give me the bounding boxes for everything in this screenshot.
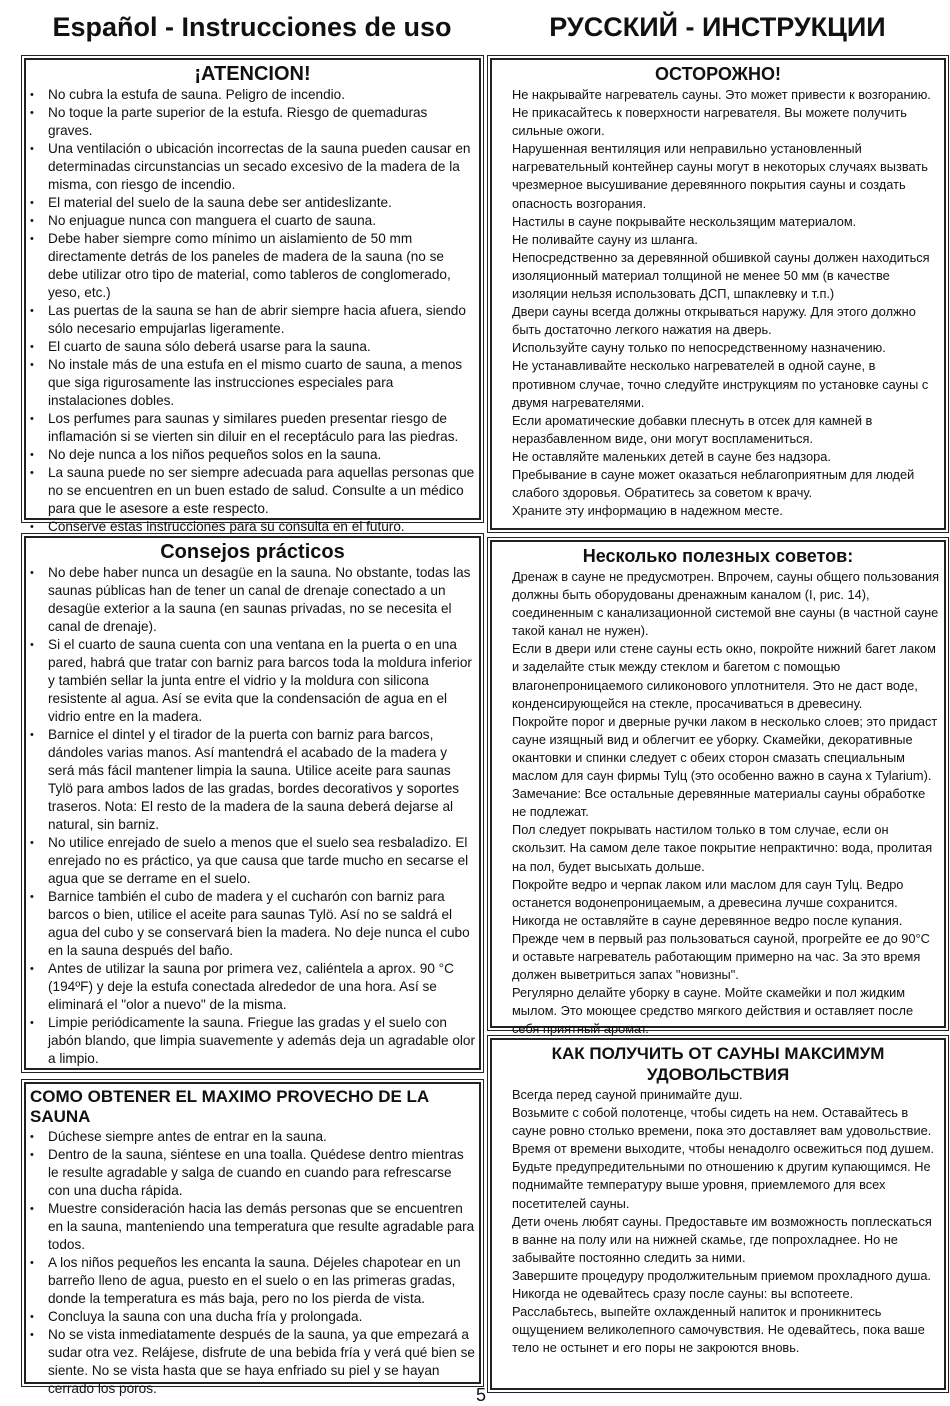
- list-item: • Antes de utilizar la sauna por primera vez, caliéntela a aprox. 90 °C (194ºF) y deje la estufa conectada alrededor de una hora. Así se eliminará el "olor a nuevo" de la misma.: [30, 960, 475, 1014]
- list-item: Не оставляйте маленьких детей в сауне без надзора.: [512, 448, 831, 464]
- list-item: • No se vista inmediatamente después de la sauna, ya que empezará a sudar otra vez. Relájese, disfrute de una bebida fría y verá qué bien se siente. No se vista hasta que se haya enfriado su piel y se hayan cerrado los poros.: [30, 1326, 475, 1398]
- list-item: • Las puertas de la sauna se han de abrir siempre hacia afuera, siendo sólo necesario empujarlas ligeramente.: [30, 302, 475, 338]
- spanish-tips-heading: Consejos prácticos: [160, 541, 345, 563]
- list-item: Настилы в сауне покрывайте нескользящим материалом.: [512, 213, 857, 229]
- spanish-column: [22, 0, 482, 50]
- list-item: Нарушенная вентиляция или неправильно установленный нагревательный контейнер сауны могут в некоторых случаях вызвать чрезмерное высушивание деревянного покрытия сауны и создать опасность возгорания.: [512, 141, 928, 211]
- list-item: Покройте порог и дверные ручки лаком в несколько слоев; это придаст сауне изящный вид и облегчит ее уборку. Скамейки, декоративные окантовки и спинки следует с обеих сторон смазать специальным маслом для саун фирмы Tylц (это особенно важно в сауна x Tylarium). Замечание: Все остальные деревянные материалы сауны обработке не подлежат.: [512, 713, 938, 820]
- spanish-best-box: [24, 1082, 481, 1396]
- list-item: • No toque la parte superior de la estufa. Riesgo de quemaduras graves.: [30, 104, 475, 140]
- list-item: Дети очень любят сауны. Предоставьте им возможность поплескаться в ванне на полу или на нижней скамье, где попрохладнее. Но не забывайте постоянно следить за ними.: [512, 1213, 932, 1265]
- page-number: 5: [476, 1385, 487, 1405]
- russian-title: РУССКИЙ - ИНСТРУКЦИИ: [549, 12, 886, 42]
- list-item: • Barnice el dintel y el tirador de la puerta con barniz para barcos, dándoles varias manos. Así mantendrá el acabado de la madera y será más fácil mantener limpia la sauna. Utilice aceite para saunas Tylö para ambos lados de las gradas, bordes decorativos y soportes traseros. Nota: El resto de la madera de la sauna deberá dejarse al natural, sin barniz.: [30, 726, 475, 834]
- russian-attention-heading: ОСТОРОЖНО!: [655, 64, 781, 84]
- spanish-best-list: [30, 1128, 475, 1398]
- list-item: • No cubra la estufa de sauna. Peligro de incendio.: [30, 86, 475, 104]
- list-item: • Conserve estas instrucciones para su consulta en el futuro.: [30, 518, 475, 536]
- list-item: • Concluya la sauna con una ducha fría y prolongada.: [30, 1308, 475, 1326]
- list-item: Покройте ведро и черпак лаком или маслом для саун Tylц. Ведро останется водонепроницаемым, а древесина лучше сохранится. Никогда не оставляйте в сауне деревянное ведро после купания.: [512, 876, 904, 928]
- list-item: • Si el cuarto de sauna cuenta con una ventana en la puerta o en una pared, habrá que tratar con barniz para barcos toda la moldura inferior y también sellar la junta entre el vidrio y la moldura con silicona resistente al agua. Así se evita que la condensación de agua en el vidrio entre en la madera.: [30, 636, 475, 726]
- list-item: Будьте предупредительными по отношению к другим купающимся. Не поднимайте температуру выше уровня, приемлемого для всех посетителей сауны.: [512, 1159, 931, 1211]
- russian-tips-list: [496, 568, 940, 1038]
- russian-best-list: [496, 1086, 940, 1357]
- russian-attention-list: [496, 86, 940, 520]
- list-item: • No debe haber nunca un desagüe en la sauna. No obstante, todas las saunas públicas han de tener un canal de drenaje conectado a un desagüe exterior a la sauna (en saunas privadas, no se necesita el canal de drenaje).: [30, 564, 475, 636]
- list-item: Пребывание в сауне может оказаться неблагоприятным для людей слабого здоровья. Обратитесь за советом к врачу.: [512, 466, 915, 501]
- spanish-attention-heading: ¡ATENCION!: [194, 63, 311, 85]
- list-item: Возьмите с собой полотенце, чтобы сидеть на нем. Оставайтесь в сауне ровно столько времени, пока это доставляет вам удовольствие. Время от времени выходите, чтобы ненадолго освежиться под душем.: [512, 1105, 935, 1157]
- list-item: Регулярно делайте уборку в сауне. Мойте скамейки и пол жидким мылом. Это моющее средство мягкого действия и оставляет после себя приятный аромат.: [512, 985, 914, 1037]
- list-item: Пол следует покрывать настилом только в том случае, если он скользит. На самом деле такое покрытие непрактично: вода, пролитая на пол, будет высыхать дольше.: [512, 822, 933, 874]
- spanish-attention-list: [30, 86, 475, 536]
- list-item: Непосредственно за деревянной обшивкой сауны должен находиться изоляционный материал толщиной не менее 50 мм (в качестве изоляции нельзя использовать ДСП, шпаклевку и т.п.): [512, 249, 930, 302]
- spanish-tips-box: [24, 536, 481, 1070]
- list-item: Прежде чем в первый раз пользоваться сауной, прогрейте ее до 90°C и оставьте нагреватель работающим примерно на час. За это время должен выветриться запах "новизны".: [512, 930, 930, 983]
- list-item: Не поливайте сауну из шланга.: [512, 231, 698, 247]
- list-item: Если в двери или стене сауны есть окно, покройте нижний багет лаком и заделайте стык между стеклом и багетом с помощью влагонепроницаемого силиконового уплотнителя. Это не даст воде, конденсирующейся на стекле, просачиваться в древесину.: [512, 641, 936, 711]
- list-item: • A los niños pequeños les encanta la sauna. Déjeles chapotear en un barreño lleno de agua, puesto en el suelo o en las primeras gradas, donde la temperatura es más baja, pero no los pierda de vista.: [30, 1254, 475, 1308]
- list-item: Храните эту информацию в надежном месте.: [512, 503, 783, 519]
- list-item: • Dentro de la sauna, siéntese en una toalla. Quédese dentro mientras le resulte agradable y salga de cuando en cuando para refrescarse con una ducha rápida.: [30, 1146, 475, 1200]
- list-item: • No instale más de una estufa en el mismo cuarto de sauna, a menos que siga rigurosamente las instrucciones especiales para instalaciones dobles.: [30, 356, 475, 410]
- list-item: Двери сауны всегда должны открываться наружу. Для этого должно быть достаточно легкого нажатия на дверь.: [512, 304, 916, 338]
- list-item: • No utilice enrejado de suelo a menos que el suelo sea resbaladizo. El enrejado no es práctico, ya que causa que tarde mucho en secarse el agua que se derrame en el suelo.: [30, 834, 475, 888]
- list-item: • Dúchese siempre antes de entrar en la sauna.: [30, 1128, 475, 1146]
- list-item: Всегда перед сауной принимайте душ.: [512, 1087, 743, 1102]
- list-item: Никогда не одевайтесь сразу после сауны: вы вспотеете. Расслабьтесь, выпейте охлажденный напиток и проникнитесь ощущением великолепного самочувствия. Не одевайтесь, пока ваше тело не остынет и его поры не закроются вновь.: [512, 1286, 925, 1356]
- list-item: • El material del suelo de la sauna debe ser antideslizante.: [30, 194, 475, 212]
- list-item: Не накрывайте нагреватель сауны. Это может привести к возгоранию.: [512, 87, 931, 102]
- spanish-attention-box: [24, 58, 481, 534]
- list-item: • Los perfumes para saunas y similares pueden presentar riesgo de inflamación si se vierten sin diluir en el receptáculo para las piedras.: [30, 410, 475, 446]
- list-item: Если ароматические добавки плеснуть в отсек для камней в неразбавленном виде, они могут воспламениться.: [512, 412, 873, 446]
- list-item: • Barnice también el cubo de madera y el cucharón con barniz para barcos o bien, utilice el aceite para saunas Tylö. Así no se saldrá el agua del cubo y se conservará bien la madera. No deje nunca el cubo en la sauna después del baño.: [30, 888, 475, 960]
- list-item: • Debe haber siempre como mínimo un aislamiento de 50 mm directamente detrás de los paneles de madera de la sauna (no se debe utilizar otro tipo de material, como tableros de conglomerado, yeso, etc.): [30, 230, 475, 302]
- list-item: Завершите процедуру продолжительным приемом прохладного душа.: [512, 1267, 931, 1283]
- list-item: • Limpie periódicamente la sauna. Friegue las gradas y el suelo con jabón blando, que limpia suavemente y además deja un agradable olor a limpio.: [30, 1014, 475, 1068]
- list-item: • Una ventilación o ubicación incorrectas de la sauna pueden causar en determinadas circunstancias un secado excesivo de la madera de la misma, con riesgo de incendio.: [30, 140, 475, 194]
- russian-attention-box: [490, 58, 946, 530]
- list-item: Дренаж в сауне не предусмотрен. Впрочем, сауны общего пользования должны быть оборудованы дренажным каналом (I, рис. 14), соединенным с канализационной системой вне сауны (в частной сауне такой канал не нужен).: [512, 569, 940, 639]
- list-item: • La sauna puede no ser siempre adecuada para aquellas personas que no se encuentren en un buen estado de salud. Consulte a un médico para que le asesore a este respecto.: [30, 464, 475, 518]
- list-item: Не устанавливайте несколько нагревателей в одной сауне, в противном случае, точно следуйте инструкциям по установке сауны с двумя нагревателями.: [512, 358, 929, 410]
- list-item: • No deje nunca a los niños pequeños solos en la sauna.: [30, 446, 475, 464]
- russian-tips-box: [490, 540, 946, 1037]
- russian-best-box: [490, 1038, 946, 1390]
- list-item: • No enjuague nunca con manguera el cuarto de sauna.: [30, 212, 475, 230]
- list-item: • El cuarto de sauna sólo deberá usarse para la sauna.: [30, 338, 475, 356]
- spanish-best-heading: COMO OBTENER EL MAXIMO PROVECHO DE LA SAUNA: [30, 1087, 429, 1126]
- russian-best-heading: КАК ПОЛУЧИТЬ ОТ САУНЫ МАКСИМУМ УДОВОЛЬСТВИЯ: [551, 1044, 885, 1084]
- spanish-tips-list: [30, 564, 475, 1068]
- list-item: Используйте сауну только по непосредственному назначению.: [512, 340, 886, 356]
- spanish-title: Español - Instrucciones de uso: [52, 12, 452, 42]
- list-item: • Muestre consideración hacia las demás personas que se encuentren en la sauna, manteniendo una temperatura que resulte agradable para todos.: [30, 1200, 475, 1254]
- russian-tips-heading: Несколько полезных советов:: [582, 546, 854, 566]
- list-item: Не прикасайтесь к поверхности нагревателя. Вы можете получить сильные ожоги.: [512, 105, 907, 139]
- russian-column: [487, 0, 948, 50]
